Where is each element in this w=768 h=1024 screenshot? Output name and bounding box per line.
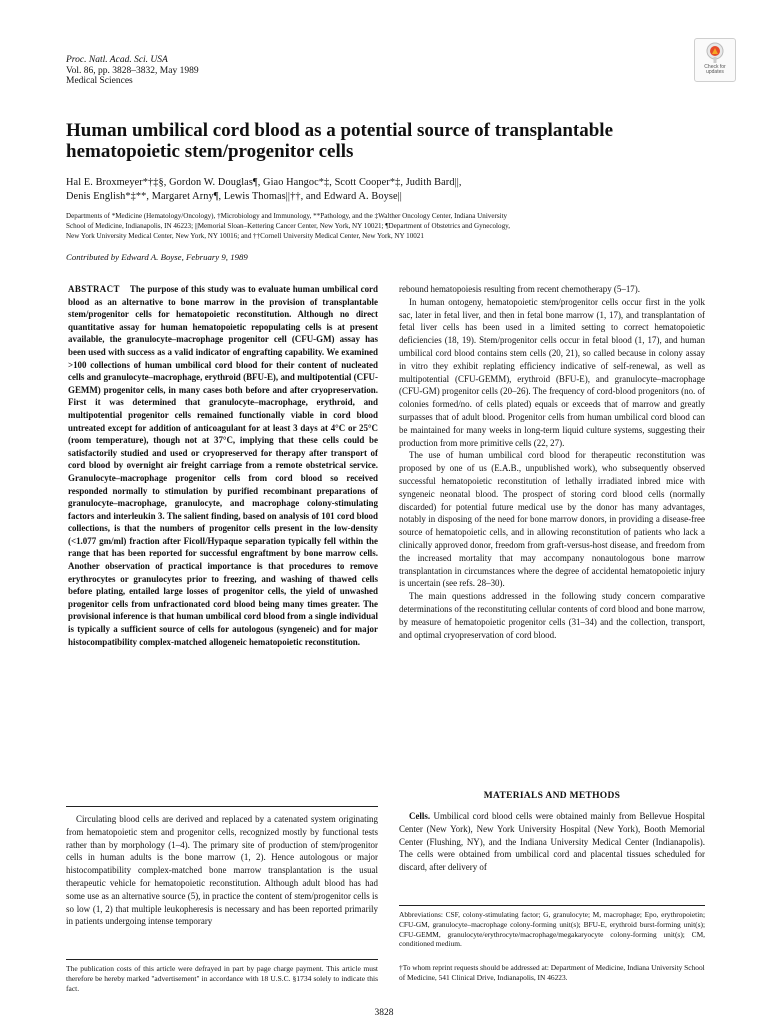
page-number: 3828 [374, 1008, 394, 1018]
intro-paragraph: Circulating blood cells are derived and replaced by a catenated system originating from hematopoietic stem and progenitor cells, recognized mostly by functional tests rather than by morphology (1–4). The primary site of production of stem/progenitor cells in human adults is the bone marrow (1, 2). Hence autologous or major histocompatibility complex-matched bone marrow transplantation is the usual therapeutic vehicle for hematopoietic reconstitution. Although adult blood has had some use as an alternative source (5), in practice the content of stem/progenitor cells is so low (1, 2) that multiple leukopheresis is necessary and has been reported primarily in patients undergoing intense temporary [66, 814, 378, 927]
journal-section: Medical Sciences [66, 76, 133, 87]
methods-text: Umbilical cord blood cells were obtained mainly from Bellevue Hospital Center (New York), New York University Hospital (New York), Booth Memorial Center (Flushing, NY), and the Indiana University Medical Center (Indianapolis). The cells were obtained from umbilical cord and placental tissues scheduled for discard, after delivery of [399, 811, 706, 873]
methods-heading: MATERIALS AND METHODS [483, 791, 621, 801]
check-updates-icon [705, 42, 725, 64]
journal-volume: Vol. 86, pp. 3828–3832, May 1989 [66, 65, 199, 76]
footnote-divider-left [66, 959, 378, 960]
right-paragraph-1: In human ontogeny, hematopoietic stem/progenitor cells occur first in the yolk sac, later in fetal liver, and then in fetal bone marrow (1, 17), and transplantation of fetal liver cells has been used in a limited setting to correct hematopoietic deficiencies (18, 19). Stem/progenitor cells occur in fetal blood (1, 17), and human umbilical cord blood contains stem cells (20, 21), so called because in colony assay in vitro they exhibit replating efficiency indicative of self-renewal, as well as multipotential (CFU-GEMM), erythroid (BFU-E), and granulocyte–macrophage (CFU-GM) progenitor cells (20–26). The frequency of cord-blood progenitors (no. of colonies formed/no. of cells plated) equals or exceeds that of marrow and greatly surpasses that of adult blood. Progenitor cells from human umbilical cord blood can be maintained for many weeks in long-term liquid culture systems, suggesting their production from more primitive cells (22, 27). [399, 296, 705, 448]
right-paragraph-3: The main questions addressed in the following study concern comparative determinations of the reconstituting cellular contents of cord blood and bone marrow, by measure of hematopoietic progenitor cells (31–34) and the collection, transport, and optimal cryopreservation of cord blood. [399, 591, 705, 640]
affiliation-line-3: New York University Medical Center, New York, NY 10016; and ††Cornell University Medical Center, New York, NY 10021 [66, 232, 424, 241]
affiliation-line-1: Departments of *Medicine (Hematology/Oncology), †Microbiology and Immunology, **Pathology, and the ‡Walther Oncology Center, Indiana University [66, 212, 508, 220]
right-paragraph-0: rebound hematopoiesis resulting from recent chemotherapy (5–17). [399, 284, 640, 294]
methods-paragraph [399, 810, 705, 874]
author-line-2: Denis English*‡**, Margaret Arny¶, Lewis Thomas||††, and Edward A. Boyse|| [66, 191, 402, 202]
journal-header [66, 55, 199, 87]
right-column [399, 283, 705, 641]
abstract-text: The purpose of this study was to evaluate human umbilical cord blood as an alternative to bone marrow in the provision of transplantable stem/progenitor cells for hematopoietic reconstitution. Although no direct quantitative assay for human hematopoietic repopulating cells is at present available, the granulocyte–macrophage progenitor cell (CFU-GM) assay has been used with success as a valid indicator of engrafting capability. We examined >100 collections of human umbilical cord blood for their content of nucleated cells and granulocyte–macrophage, erythroid (BFU-E), and multipotential (CFU-GEMM) progenitor cells, in many cases both before and after cryopreservation. First it was determined that granulocyte–macrophage, erythroid, and multipotential progenitor cells remained functionally viable in cord blood untreated except for addition of anticoagulant for at least 3 days at 4°C or 25°C (room temperature), though not at 37°C, implying that these cells could be satisfactorily studied and used or cryopreserved for therapy after transport of cord blood by overnight air freight carriage from a remote obstetrical service. Granulocyte–macrophage progenitor cells from cord blood so received responded normally to stimulation by purified recombinant preparations of granulocyte–macrophage, granulocyte, and macrophage colony-stimulating factors and interleukin 3. The salient finding, based on analysis of 101 cord blood collections, is that the numbers of progenitor cells present in the low-density (<1.077 gm/ml) fraction after Ficoll/Hypaque separation typically fell within the range that has been reported for successful engraftment by bone marrow cells. Another observation of practical importance is that procedures to remove erythrocytes or granulocytes prior to freezing, and washing of thawed cells before plating, entailed large losses of progenitor cells, the yield of unwashed progenitor cells from unfractionated cord blood being many times greater. The provisional inference is that human umbilical cord blood from a single individual is typically a sufficient source of cells for autologous (syngeneic) and for major histocompatibility complex-matched allogeneic hematopoietic reconstitution. [68, 284, 378, 647]
badge-line2: updates [706, 69, 724, 76]
methods-lead: Cells. [409, 811, 431, 821]
abstract-heading: ABSTRACT [68, 284, 120, 294]
contributed-by: Contributed by Edward A. Boyse, February 9, 1989 [66, 252, 248, 262]
correspondence-footnote: †To whom reprint requests should be addressed at: Department of Medicine, Indiana University School of Medicine, 541 Clinical Drive, Indianapolis, IN 46223. [399, 963, 705, 982]
publication-cost-footnote: The publication costs of this article were defrayed in part by page charge payment. This article must therefore be hereby marked "advertisement" in accordance with 18 U.S.C. §1734 solely to indicate this fact. [66, 964, 378, 994]
check-for-updates-badge[interactable] [694, 38, 736, 82]
abstract [68, 283, 378, 648]
right-paragraph-2: The use of human umbilical cord blood for therapeutic reconstitution was proposed by one of us (E.A.B., unpublished work), who subsequently observed successful hematopoietic reconstitution of lethally irradiated inbred mice with syngeneic neonatal blood. The prospect of storing cord blood cells (normally discarded) for potential future medical use by the donor has many advantages, notably in disposing of the need for bone marrow donors, in providing a disease-free source of hematopoietic cells, and in allowing reconstitution of patients who lack a clinically approved donor, freedom from graft-versus-host disease, and freedom from the increased mortality that may accompany nonautologous bone marrow transplantation in circumstances where the degree of accidental hematopoietic injury is uncertain (see refs. 28–30). [399, 450, 705, 589]
footnote-divider-right [399, 905, 705, 906]
abbreviations-footnote: Abbreviations: CSF, colony-stimulating factor; G, granulocyte; M, macrophage; Epo, erythropoietin; CFU-GM, granulocyte–macrophage colony-forming unit(s); BFU-E, erythroid burst-forming unit(s); CFU-GEMM, granulocyte/erythrocyte/macrophage/megakaryocyte colony-forming unit(s); CM, conditioned medium. [399, 910, 705, 949]
affiliation-line-2: School of Medicine, Indianapolis, IN 46223; ||Memorial Sloan–Kettering Cancer Center, New York, NY 10021; ¶Department of Obstetrics and Gynecology, [66, 222, 510, 231]
author-line-1: Hal E. Broxmeyer*†‡§, Gordon W. Douglas¶, Giao Hangoc*‡, Scott Cooper*‡, Judith Bard||, [66, 177, 462, 188]
journal-name: Proc. Natl. Acad. Sci. USA [66, 55, 168, 65]
abstract-divider [66, 806, 378, 807]
author-list [66, 176, 726, 204]
intro-left-column [66, 813, 378, 928]
affiliations [66, 211, 726, 242]
badge-line1: Check for [704, 64, 726, 70]
article-title: Human umbilical cord blood as a potential source of transplantable hematopoietic stem/progenitor cells [66, 120, 614, 162]
